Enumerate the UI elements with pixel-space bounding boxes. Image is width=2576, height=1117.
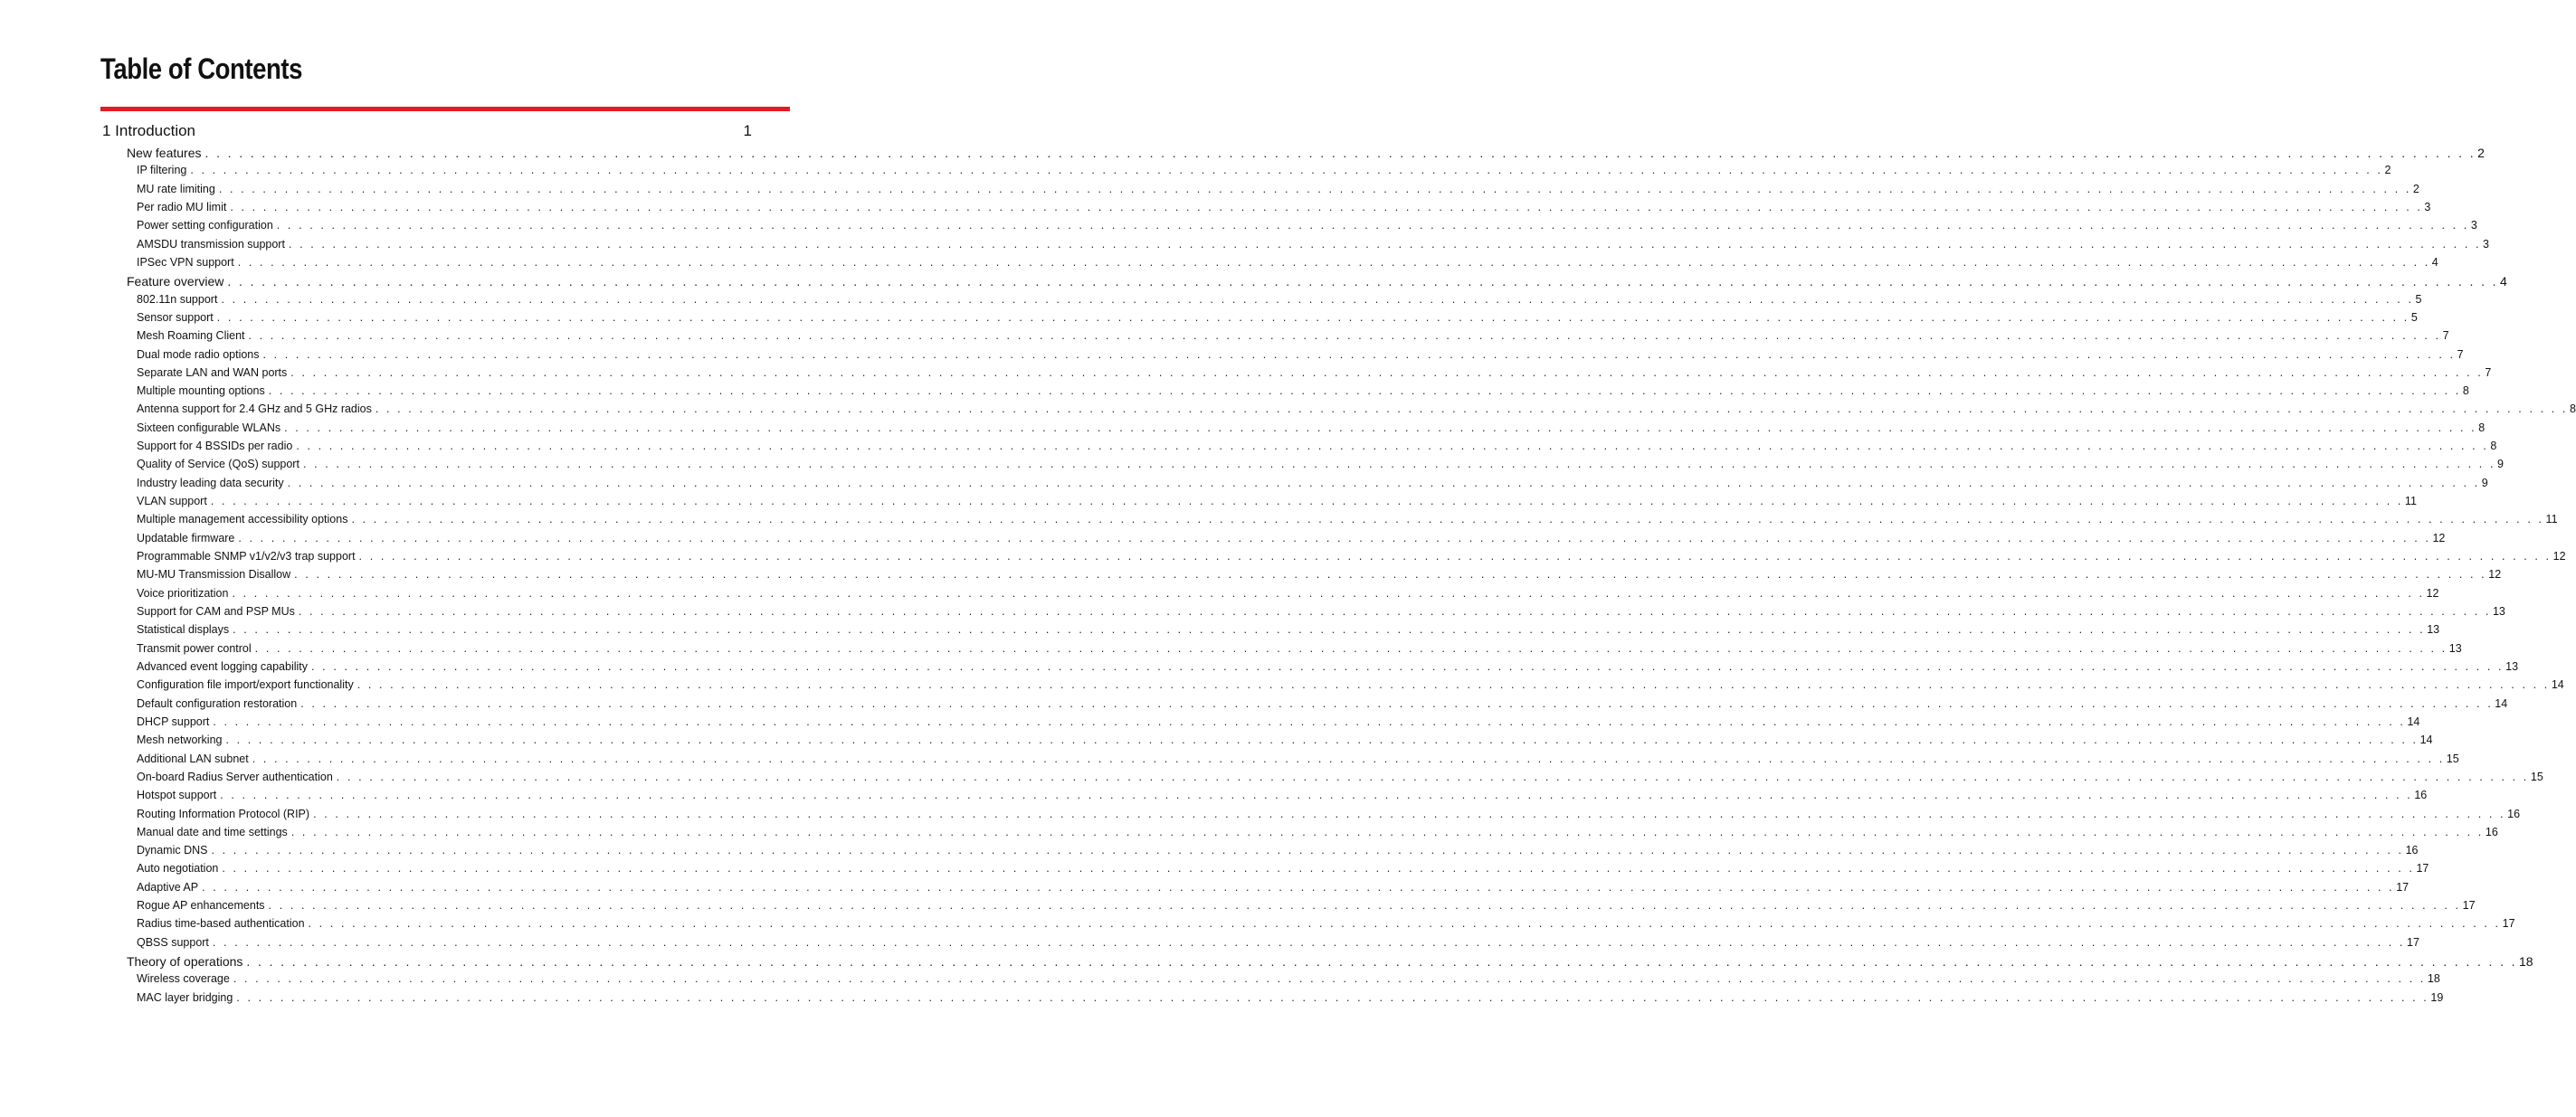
entry-page-number: 12: [2552, 550, 2566, 563]
entry-page-number: 13: [2492, 605, 2505, 618]
entry-label: Dual mode radio options: [137, 347, 260, 361]
toc-subsection-entry[interactable]: [137, 770, 2543, 789]
entry-page-number: 13: [2448, 641, 2462, 655]
dot-leader: . . . . . . . . . . . . . . . . . . . . . . . . . . . . . . . . . . . . . . . . . . . . . . . . . . . . . . . . . . . . . . . . . . . . . . . . . . . . . . . . . . . . . . . . . . . . . . . . . . . . . . . . . . . . . . . . . . . . . . . . . . . . . . . . . . . . . . . . . . . . . . . . . . . . . . . . . . . . . . . . . . . . . . . . . . . . . . . . . . . . . . . . . . . . . . . . . . . . . . . .: [233, 623, 2426, 637]
entry-label: On-board Radius Server authentication: [137, 770, 333, 783]
toc-subsection-entry[interactable]: [137, 972, 2440, 990]
toc-subsection-entry[interactable]: [137, 568, 2502, 586]
entry-label: Routing Information Protocol (RIP): [137, 807, 310, 820]
entry-page-number: 4: [2499, 274, 2507, 289]
dot-leader: . . . . . . . . . . . . . . . . . . . . . . . . . . . . . . . . . . . . . . . . . . . . . . . . . . . . . . . . . . . . . . . . . . . . . . . . . . . . . . . . . . . . . . . . . . . . . . . . . . . . . . . . . . . . . . . . . . . . . . . . . . . . . . . . . . . . . . . . . . . . . . . . . . . . . . . . . . . . . . . . . . . . . . . . . . . . . . . . . . . . . . . . . . . . . . . . . . . . . . . .: [238, 531, 2431, 544]
chapter-label: 1 Introduction: [102, 122, 196, 139]
toc-subsection-entry[interactable]: [137, 990, 2444, 1009]
dot-leader: . . . . . . . . . . . . . . . . . . . . . . . . . . . . . . . . . . . . . . . . . . . . . . . . . . . . . . . . . . . . . . . . . . . . . . . . . . . . . . . . . . . . . . . . . . . . . . . . . . . . . . . . . . . . . . . . . . . . . . . . . . . . . . . . . . . . . . . . . . . . . . . . . . . . . . . . . . . . . . . . . . . . . . . . . . . . . . . . . . . . . . . . . . . . . . . . . . . . . . . .: [288, 237, 2482, 251]
entry-label: Multiple mounting options: [137, 384, 265, 398]
entry-page-number: 8: [2569, 402, 2576, 416]
entry-page-number: 5: [2410, 310, 2418, 324]
dot-leader: . . . . . . . . . . . . . . . . . . . . . . . . . . . . . . . . . . . . . . . . . . . . . . . . . . . . . . . . . . . . . . . . . . . . . . . . . . . . . . . . . . . . . . . . . . . . . . . . . . . . . . . . . . . . . . . . . . . . . . . . . . . . . . . . . . . . . . . . . . . . . . . . . . . . . . . . . . . . . . . . . . . . . . . . . . . . . . . . . . . . . . . . . . . . . . . . . . . . . . . .: [252, 752, 2445, 765]
dot-leader: . . . . . . . . . . . . . . . . . . . . . . . . . . . . . . . . . . . . . . . . . . . . . . . . . . . . . . . . . . . . . . . . . . . . . . . . . . . . . . . . . . . . . . . . . . . . . . . . . . . . . . . . . . . . . . . . . . . . . . . . . . . . . . . . . . . . . . . . . . . . . . . . . . . . . . . . . . . . . . . . . . . . . . . . . . . . . . . . . . . . . . . . . . . . . . . . . . . . . . . .: [287, 476, 2480, 489]
toc-subsection-entry[interactable]: [137, 421, 2486, 440]
entry-label: Advanced event logging capability: [137, 659, 309, 673]
entry-label: New features: [127, 146, 202, 160]
dot-leader: . . . . . . . . . . . . . . . . . . . . . . . . . . . . . . . . . . . . . . . . . . . . . . . . . . . . . . . . . . . . . . . . . . . . . . . . . . . . . . . . . . . . . . . . . . . . . . . . . . . . . . . . . . . . . . . . . . . . . . . . . . . . . . . . . . . . . . . . . . . . . . . . . . . . . . . . . . . . . . . . . . . . . . . . . . . . . . . . . . . . . . . . . . . . . . . . . . . . . . . .: [298, 605, 2491, 618]
entry-page-number: 8: [2490, 440, 2497, 453]
entry-page-number: 9: [2481, 476, 2488, 489]
entry-page-number: 17: [2407, 935, 2419, 949]
entry-label: Adaptive AP: [137, 880, 199, 894]
toc-subsection-entry[interactable]: [137, 292, 2422, 311]
toc-subsection-entry[interactable]: [137, 402, 2576, 421]
dot-leader: . . . . . . . . . . . . . . . . . . . . . . . . . . . . . . . . . . . . . . . . . . . . . . . . . . . . . . . . . . . . . . . . . . . . . . . . . . . . . . . . . . . . . . . . . . . . . . . . . . . . . . . . . . . . . . . . . . . . . . . . . . . . . . . . . . . . . . . . . . . . . . . . . . . . . . . . . . . . . . . . . . . . . . . . . . . . . . . . . . . . . . . . . . . . . . . . . . . . . . . .: [212, 935, 2405, 949]
entry-page-number: 15: [2446, 752, 2459, 765]
dot-leader: . . . . . . . . . . . . . . . . . . . . . . . . . . . . . . . . . . . . . . . . . . . . . . . . . . . . . . . . . . . . . . . . . . . . . . . . . . . . . . . . . . . . . . . . . . . . . . . . . . . . . . . . . . . . . . . . . . . . . . . . . . . . . . . . . . . . . . . . . . . . . . . . . . . . . . . . . . . . . . . . . . . . . . . . . . . . . . . . . . . . . . . . . . . . . . . . . . . . . . . .: [218, 182, 2411, 195]
entry-page-number: 3: [2470, 219, 2477, 232]
toc-subsection-entry[interactable]: [137, 531, 2446, 550]
entry-label: Sensor support: [137, 310, 214, 324]
toc-subsection-entry[interactable]: [137, 789, 2428, 807]
entry-label: Rogue AP enhancements: [137, 899, 265, 913]
toc-subsection-entry[interactable]: [137, 458, 2504, 476]
toc-subsection-entry[interactable]: [137, 440, 2497, 458]
entry-page-number: 2: [2477, 146, 2485, 160]
toc-subsection-entry[interactable]: [137, 844, 2419, 862]
toc-subsection-entry[interactable]: [137, 825, 2498, 844]
dot-leader: . . . . . . . . . . . . . . . . . . . . . . . . . . . . . . . . . . . . . . . . . . . . . . . . . . . . . . . . . . . . . . . . . . . . . . . . . . . . . . . . . . . . . . . . . . . . . . . . . . . . . . . . . . . . . . . . . . . . . . . . . . . . . . . . . . . . . . . . . . . . . . . . . . . . . . . . . . . . . . . . . . . . . . . . . . . . . . . . . . . . . . . . . . . . . . . . . . . . . . . .: [204, 146, 2476, 160]
dot-leader: . . . . . . . . . . . . . . . . . . . . . . . . . . . . . . . . . . . . . . . . . . . . . . . . . . . . . . . . . . . . . . . . . . . . . . . . . . . . . . . . . . . . . . . . . . . . . . . . . . . . . . . . . . . . . . . . . . . . . . . . . . . . . . . . . . . . . . . . . . . . . . . . . . . . . . . . . . . . . . . . . . . . . . . . . . . . . . . . . . . . . . . . . . . . . . . . . . . . . . . .: [311, 659, 2505, 673]
entry-label: Radius time-based authentication: [137, 917, 305, 931]
entry-page-number: 7: [2442, 329, 2449, 343]
dot-leader: . . . . . . . . . . . . . . . . . . . . . . . . . . . . . . . . . . . . . . . . . . . . . . . . . . . . . . . . . . . . . . . . . . . . . . . . . . . . . . . . . . . . . . . . . . . . . . . . . . . . . . . . . . . . . . . . . . . . . . . . . . . . . . . . . . . . . . . . . . . . . . . . . . . . . . . . . . . . . . . . . . . . . . . . . . . . . . . . . . . . . . . . . . . . . . . . . . . . . . . .: [284, 421, 2477, 434]
toc-subsection-entry[interactable]: [137, 752, 2459, 771]
toc-subsection-entry[interactable]: [137, 696, 2508, 715]
toc-subsection-entry[interactable]: [137, 623, 2440, 641]
entry-label: MAC layer bridging: [137, 990, 233, 1004]
entry-page-number: 8: [2478, 421, 2486, 434]
entry-label: Theory of operations: [127, 954, 243, 970]
toc-subsection-entry[interactable]: [137, 476, 2488, 495]
entry-page-number: 17: [2416, 862, 2429, 876]
entry-label: Manual date and time settings: [137, 825, 288, 838]
entry-label: Wireless coverage: [137, 972, 230, 986]
toc-subsection-entry[interactable]: [137, 734, 2433, 752]
dot-leader: . . . . . . . . . . . . . . . . . . . . . . . . . . . . . . . . . . . . . . . . . . . . . . . . . . . . . . . . . . . . . . . . . . . . . . . . . . . . . . . . . . . . . . . . . . . . . . . . . . . . . . . . . . . . . . . . . . . . . . . . . . . . . . . . . . . . . . . . . . . . . . . . . . . . . . . . . . . . . . . . . . . . . . . . . . . . . . . . . . . . . . . . . . . . . . . . . . . . . . . .: [248, 329, 2441, 343]
toc-subsection-entry[interactable]: [137, 219, 2477, 237]
toc-subsection-entry[interactable]: [137, 917, 2515, 935]
entry-label: MU-MU Transmission Disallow: [137, 568, 291, 582]
dot-leader: . . . . . . . . . . . . . . . . . . . . . . . . . . . . . . . . . . . . . . . . . . . . . . . . . . . . . . . . . . . . . . . . . . . . . . . . . . . . . . . . . . . . . . . . . . . . . . . . . . . . . . . . . . . . . . . . . . . . . . . . . . . . . . . . . . . . . . . . . . . . . . . . . . . . . . . . . . . . . . . . . . . . . . . . . . . . . . . . . . . . . . . . . . . . . . . . . . . . . . . .: [210, 495, 2403, 508]
toc-subsection-entry[interactable]: [137, 586, 2439, 605]
entry-label: Voice prioritization: [137, 586, 229, 600]
entry-page-number: 3: [2483, 237, 2489, 251]
entry-page-number: 16: [2507, 807, 2521, 820]
entry-label: Mesh networking: [137, 734, 223, 747]
toc-subsection-entry[interactable]: [137, 384, 2469, 402]
dot-leader: . . . . . . . . . . . . . . . . . . . . . . . . . . . . . . . . . . . . . . . . . . . . . . . . . . . . . . . . . . . . . . . . . . . . . . . . . . . . . . . . . . . . . . . . . . . . . . . . . . . . . . . . . . . . . . . . . . . . . . . . . . . . . . . . . . . . . . . . . . . . . . . . . . . . . . . . . . . . . . . . . . . . . . . . . . . . . . . . . . . . . . . . . . . . . . . . . . . . . . . .: [213, 715, 2406, 728]
dot-leader: . . . . . . . . . . . . . . . . . . . . . . . . . . . . . . . . . . . . . . . . . . . . . . . . . . . . . . . . . . . . . . . . . . . . . . . . . . . . . . . . . . . . . . . . . . . . . . . . . . . . . . . . . . . . . . . . . . . . . . . . . . . . . . . . . . . . . . . . . . . . . . . . . . . . . . . . . . . . . . . . . . . . . . . . . . . . . . . . . . . . . . . . . . . . . . . . . . . . . . . .: [262, 347, 2456, 361]
entry-label: Programmable SNMP v1/v2/v3 trap support: [137, 550, 356, 563]
dot-leader: . . . . . . . . . . . . . . . . . . . . . . . . . . . . . . . . . . . . . . . . . . . . . . . . . . . . . . . . . . . . . . . . . . . . . . . . . . . . . . . . . . . . . . . . . . . . . . . . . . . . . . . . . . . . . . . . . . . . . . . . . . . . . . . . . . . . . . . . . . . . . . . . . . . . . . . . . . . . . . . . . . . . . . . . . . . . . . . . . . . . . . . . . . . . . . . . . . . . . . . .: [221, 292, 2414, 306]
entry-label: MU rate limiting: [137, 182, 215, 195]
entry-page-number: 17: [2396, 880, 2410, 894]
toc-subsection-entry[interactable]: [137, 182, 2419, 201]
dot-leader: . . . . . . . . . . . . . . . . . . . . . . . . . . . . . . . . . . . . . . . . . . . . . . . . . . . . . . . . . . . . . . . . . . . . . . . . . . . . . . . . . . . . . . . . . . . . . . . . . . . . . . . . . . . . . . . . . . . . . . . . . . . . . . . . . . . . . . . . . . . . . . . . . . . . . . . . . . . . . . . . . . . . . . . . . . . . . . . . . . . . . . . . . . . . . . . . . . . . . . . .: [302, 458, 2496, 471]
entry-label: QBSS support: [137, 935, 209, 949]
entry-label: Multiple management accessibility options: [137, 513, 348, 526]
entry-label: Per radio MU limit: [137, 200, 227, 213]
dot-leader: . . . . . . . . . . . . . . . . . . . . . . . . . . . . . . . . . . . . . . . . . . . . . . . . . . . . . . . . . . . . . . . . . . . . . . . . . . . . . . . . . . . . . . . . . . . . . . . . . . . . . . . . . . . . . . . . . . . . . . . . . . . . . . . . . . . . . . . . . . . . . . . . . . . . . . . . . . . . . . . . . . . . . . . . . . . . . . . . . . . . . . . . . . . . . . . . . . . . . . . .: [268, 384, 2461, 398]
toc-subsection-entry[interactable]: [137, 641, 2462, 660]
dot-leader: . . . . . . . . . . . . . . . . . . . . . . . . . . . . . . . . . . . . . . . . . . . . . . . . . . . . . . . . . . . . . . . . . . . . . . . . . . . . . . . . . . . . . . . . . . . . . . . . . . . . . . . . . . . . . . . . . . . . . . . . . . . . . . . . . . . . . . . . . . . . . . . . . . . . . . . . . . . . . . . . . . . . . . . . . . . . . . . . . . . . . . . . . . . . . . . . . . . . . . . .: [237, 255, 2430, 269]
entry-page-number: 13: [2427, 623, 2440, 637]
entry-label: Default configuration restoration: [137, 696, 298, 710]
entry-page-number: 5: [2415, 292, 2422, 306]
dot-leader: . . . . . . . . . . . . . . . . . . . . . . . . . . . . . . . . . . . . . . . . . . . . . . . . . . . . . . . . . . . . . . . . . . . . . . . . . . . . . . . . . . . . . . . . . . . . . . . . . . . . . . . . . . . . . . . . . . . . . . . . . . . . . . . . . . . . . . . . . . . . . . . . . . . . . . . . . . . . . . . . . . . . . . . . . . . . . . . . . . . . . . . . . . . . . . . . . . . . . . . .: [227, 274, 2498, 289]
dot-leader: . . . . . . . . . . . . . . . . . . . . . . . . . . . . . . . . . . . . . . . . . . . . . . . . . . . . . . . . . . . . . . . . . . . . . . . . . . . . . . . . . . . . . . . . . . . . . . . . . . . . . . . . . . . . . . . . . . . . . . . . . . . . . . . . . . . . . . . . . . . . . . . . . . . . . . . . . . . . . . . . . . . . . . . . . . . . . . . . . . . . . . . . . . . . . . . . . . . . . . . .: [268, 899, 2461, 913]
entry-page-number: 17: [2502, 917, 2515, 931]
dot-leader: . . . . . . . . . . . . . . . . . . . . . . . . . . . . . . . . . . . . . . . . . . . . . . . . . . . . . . . . . . . . . . . . . . . . . . . . . . . . . . . . . . . . . . . . . . . . . . . . . . . . . . . . . . . . . . . . . . . . . . . . . . . . . . . . . . . . . . . . . . . . . . . . . . . . . . . . . . . . . . . . . . . . . . . . . . . . . . . . . . . . . . . . . . . . . . . . . . . . . . . .: [202, 880, 2395, 894]
toc-subsection-entry[interactable]: [137, 347, 2464, 366]
entry-label: Sixteen configurable WLANs: [137, 421, 281, 434]
title-divider: [100, 107, 790, 111]
toc-subsection-entry[interactable]: [137, 255, 2438, 274]
entry-label: Statistical displays: [137, 623, 230, 637]
dot-leader: . . . . . . . . . . . . . . . . . . . . . . . . . . . . . . . . . . . . . . . . . . . . . . . . . . . . . . . . . . . . . . . . . . . . . . . . . . . . . . . . . . . . . . . . . . . . . . . . . . . . . . . . . . . . . . . . . . . . . . . . . . . . . . . . . . . . . . . . . . . . . . . . . . . . . . . . . . . . . . . . . . . . . . . . . . . . . . . . . . . . . . . . . . . . . . . . . . . . . . . .: [220, 789, 2413, 802]
dot-leader: . . . . . . . . . . . . . . . . . . . . . . . . . . . . . . . . . . . . . . . . . . . . . . . . . . . . . . . . . . . . . . . . . . . . . . . . . . . . . . . . . . . . . . . . . . . . . . . . . . . . . . . . . . . . . . . . . . . . . . . . . . . . . . . . . . . . . . . . . . . . . . . . . . . . . . . . . . . . . . . . . . . . . . . . . . . . . . . . . . . . . . . . . . . . . . . . . . . . . . . .: [232, 586, 2425, 600]
dot-leader: . . . . . . . . . . . . . . . . . . . . . . . . . . . . . . . . . . . . . . . . . . . . . . . . . . . . . . . . . . . . . . . . . . . . . . . . . . . . . . . . . . . . . . . . . . . . . . . . . . . . . . . . . . . . . . . . . . . . . . . . . . . . . . . . . . . . . . . . . . . . . . . . . . . . . . . . . . . . . . . . . . . . . . . . . . . . . . . . . . . . . . . . . . . . . . . . . . . . . . . .: [308, 917, 2501, 931]
entry-page-number: 11: [2545, 513, 2558, 526]
dot-leader: . . . . . . . . . . . . . . . . . . . . . . . . . . . . . . . . . . . . . . . . . . . . . . . . . . . . . . . . . . . . . . . . . . . . . . . . . . . . . . . . . . . . . . . . . . . . . . . . . . . . . . . . . . . . . . . . . . . . . . . . . . . . . . . . . . . . . . . . . . . . . . . . . . . . . . . . . . . . . . . . . . . . . . . . . . . . . . . . . . . . . . . . . . . . . . . . . . . . . . . .: [356, 678, 2550, 692]
dot-leader: . . . . . . . . . . . . . . . . . . . . . . . . . . . . . . . . . . . . . . . . . . . . . . . . . . . . . . . . . . . . . . . . . . . . . . . . . . . . . . . . . . . . . . . . . . . . . . . . . . . . . . . . . . . . . . . . . . . . . . . . . . . . . . . . . . . . . . . . . . . . . . . . . . . . . . . . . . . . . . . . . . . . . . . . . . . . . . . . . . . . . . . . . . . . . . . . . . . . . . . .: [313, 807, 2506, 820]
dot-leader: . . . . . . . . . . . . . . . . . . . . . . . . . . . . . . . . . . . . . . . . . . . . . . . . . . . . . . . . . . . . . . . . . . . . . . . . . . . . . . . . . . . . . . . . . . . . . . . . . . . . . . . . . . . . . . . . . . . . . . . . . . . . . . . . . . . . . . . . . . . . . . . . . . . . . . . . . . . . . . . . . . . . . . . . . . . . . . . . . . . . . . . . . . . . . . . . . . . . . . . .: [233, 972, 2426, 986]
dot-leader: . . . . . . . . . . . . . . . . . . . . . . . . . . . . . . . . . . . . . . . . . . . . . . . . . . . . . . . . . . . . . . . . . . . . . . . . . . . . . . . . . . . . . . . . . . . . . . . . . . . . . . . . . . . . . . . . . . . . . . . . . . . . . . . . . . . . . . . . . . . . . . . . . . . . . . . . . . . . . . . . . . . . . . . . . . . . . . . . . . . . . . . . . . . . . . . . . . . . . . . .: [211, 844, 2404, 857]
dot-leader: . . . . . . . . . . . . . . . . . . . . . . . . . . . . . . . . . . . . . . . . . . . . . . . . . . . . . . . . . . . . . . . . . . . . . . . . . . . . . . . . . . . . . . . . . . . . . . . . . . . . . . . . . . . . . . . . . . . . . . . . . . . . . . . . . . . . . . . . . . . . . . . . . . . . . . . . . . . . . . . . . . . . . . . . . . . . . . . . . . . . . . . . . . . . . . . . . . . . . . . .: [294, 568, 2487, 582]
entry-page-number: 2: [2412, 182, 2419, 195]
entry-page-number: 8: [2462, 384, 2469, 398]
entry-page-number: 2: [2384, 164, 2391, 177]
entry-page-number: 7: [2485, 365, 2492, 379]
entry-label: Industry leading data security: [137, 476, 284, 489]
toc-subsection-entry[interactable]: [137, 659, 2519, 678]
entry-page-number: 16: [2405, 844, 2419, 857]
entry-label: 802.11n support: [137, 292, 218, 306]
chapter-page-number: 1: [743, 122, 752, 139]
dot-leader: . . . . . . . . . . . . . . . . . . . . . . . . . . . . . . . . . . . . . . . . . . . . . . . . . . . . . . . . . . . . . . . . . . . . . . . . . . . . . . . . . . . . . . . . . . . . . . . . . . . . . . . . . . . . . . . . . . . . . . . . . . . . . . . . . . . . . . . . . . . . . . . . . . . . . . . . . . . . . . . . . . . . . . . . . . . . . . . . . . . . . . . . . . . . . . . . . . . . . . . .: [190, 164, 2383, 177]
toc-subsection-entry[interactable]: [137, 237, 2489, 256]
dot-leader: . . . . . . . . . . . . . . . . . . . . . . . . . . . . . . . . . . . . . . . . . . . . . . . . . . . . . . . . . . . . . . . . . . . . . . . . . . . . . . . . . . . . . . . . . . . . . . . . . . . . . . . . . . . . . . . . . . . . . . . . . . . . . . . . . . . . . . . . . . . . . . . . . . . . . . . . . . . . . . . . . . . . . . . . . . . . . . . . . . . . . . . . . . . . . . . . . . . . . . . .: [336, 770, 2529, 783]
entry-label: DHCP support: [137, 715, 210, 728]
entry-label: Quality of Service (QoS) support: [137, 458, 299, 471]
toc-subsection-entry[interactable]: [137, 862, 2429, 880]
entry-label: Support for CAM and PSP MUs: [137, 605, 295, 618]
dot-leader: . . . . . . . . . . . . . . . . . . . . . . . . . . . . . . . . . . . . . . . . . . . . . . . . . . . . . . . . . . . . . . . . . . . . . . . . . . . . . . . . . . . . . . . . . . . . . . . . . . . . . . . . . . . . . . . . . . . . . . . . . . . . . . . . . . . . . . . . . . . . . . . . . . . . . . . . . . . . . . . . . . . . . . . . . . . . . . . . . . . . . . . . . . . . . . . . . . . . . . . .: [246, 954, 2517, 970]
toc-subsection-entry[interactable]: [137, 310, 2418, 329]
entry-page-number: 7: [2457, 347, 2464, 361]
page-title: Table of Contents: [100, 52, 303, 85]
entry-page-number: 16: [2485, 825, 2498, 838]
toc-subsection-entry[interactable]: [137, 880, 2410, 899]
entry-page-number: 15: [2530, 770, 2543, 783]
toc-subsection-entry[interactable]: [137, 807, 2521, 826]
toc-subsection-entry[interactable]: [137, 365, 2492, 384]
entry-page-number: 12: [2488, 568, 2502, 582]
toc-subsection-entry[interactable]: [137, 495, 2417, 513]
entry-page-number: 14: [2495, 696, 2508, 710]
entry-page-number: 14: [2407, 715, 2420, 728]
entry-page-number: 4: [2431, 255, 2438, 269]
entry-page-number: 18: [2427, 972, 2440, 986]
entry-label: Updatable firmware: [137, 531, 235, 544]
dot-leader: . . . . . . . . . . . . . . . . . . . . . . . . . . . . . . . . . . . . . . . . . . . . . . . . . . . . . . . . . . . . . . . . . . . . . . . . . . . . . . . . . . . . . . . . . . . . . . . . . . . . . . . . . . . . . . . . . . . . . . . . . . . . . . . . . . . . . . . . . . . . . . . . . . . . . . . . . . . . . . . . . . . . . . . . . . . . . . . . . . . . . . . . . . . . . . . . . . . . . . . .: [375, 402, 2568, 416]
dot-leader: . . . . . . . . . . . . . . . . . . . . . . . . . . . . . . . . . . . . . . . . . . . . . . . . . . . . . . . . . . . . . . . . . . . . . . . . . . . . . . . . . . . . . . . . . . . . . . . . . . . . . . . . . . . . . . . . . . . . . . . . . . . . . . . . . . . . . . . . . . . . . . . . . . . . . . . . . . . . . . . . . . . . . . . . . . . . . . . . . . . . . . . . . . . . . . . . . . . . . . . .: [225, 734, 2419, 747]
toc-subsection-entry[interactable]: [137, 715, 2420, 734]
dot-leader: . . . . . . . . . . . . . . . . . . . . . . . . . . . . . . . . . . . . . . . . . . . . . . . . . . . . . . . . . . . . . . . . . . . . . . . . . . . . . . . . . . . . . . . . . . . . . . . . . . . . . . . . . . . . . . . . . . . . . . . . . . . . . . . . . . . . . . . . . . . . . . . . . . . . . . . . . . . . . . . . . . . . . . . . . . . . . . . . . . . . . . . . . . . . . . . . . . . . . . . .: [358, 550, 2552, 563]
toc-subsection-entry[interactable]: [137, 329, 2449, 347]
entry-label: AMSDU transmission support: [137, 237, 285, 251]
entry-label: Transmit power control: [137, 641, 252, 655]
entry-label: IPSec VPN support: [137, 255, 234, 269]
dot-leader: . . . . . . . . . . . . . . . . . . . . . . . . . . . . . . . . . . . . . . . . . . . . . . . . . . . . . . . . . . . . . . . . . . . . . . . . . . . . . . . . . . . . . . . . . . . . . . . . . . . . . . . . . . . . . . . . . . . . . . . . . . . . . . . . . . . . . . . . . . . . . . . . . . . . . . . . . . . . . . . . . . . . . . . . . . . . . . . . . . . . . . . . . . . . . . . . . . . . . . . .: [236, 990, 2429, 1004]
entry-page-number: 12: [2426, 586, 2439, 600]
entry-page-number: 16: [2414, 789, 2428, 802]
dot-leader: . . . . . . . . . . . . . . . . . . . . . . . . . . . . . . . . . . . . . . . . . . . . . . . . . . . . . . . . . . . . . . . . . . . . . . . . . . . . . . . . . . . . . . . . . . . . . . . . . . . . . . . . . . . . . . . . . . . . . . . . . . . . . . . . . . . . . . . . . . . . . . . . . . . . . . . . . . . . . . . . . . . . . . . . . . . . . . . . . . . . . . . . . . . . . . . . . . . . . . . .: [296, 440, 2489, 453]
toc-section-entry[interactable]: [127, 146, 2485, 164]
entry-page-number: 9: [2497, 458, 2504, 471]
entry-page-number: 14: [2551, 678, 2564, 692]
toc-subsection-entry[interactable]: [137, 678, 2564, 696]
entry-page-number: 19: [2430, 990, 2444, 1004]
entry-page-number: 12: [2432, 531, 2446, 544]
entry-label: Configuration file import/export functionality: [137, 678, 354, 692]
dot-leader: . . . . . . . . . . . . . . . . . . . . . . . . . . . . . . . . . . . . . . . . . . . . . . . . . . . . . . . . . . . . . . . . . . . . . . . . . . . . . . . . . . . . . . . . . . . . . . . . . . . . . . . . . . . . . . . . . . . . . . . . . . . . . . . . . . . . . . . . . . . . . . . . . . . . . . . . . . . . . . . . . . . . . . . . . . . . . . . . . . . . . . . . . . . . . . . . . . . . . . . .: [276, 219, 2469, 232]
entry-label: Additional LAN subnet: [137, 752, 249, 765]
dot-leader: . . . . . . . . . . . . . . . . . . . . . . . . . . . . . . . . . . . . . . . . . . . . . . . . . . . . . . . . . . . . . . . . . . . . . . . . . . . . . . . . . . . . . . . . . . . . . . . . . . . . . . . . . . . . . . . . . . . . . . . . . . . . . . . . . . . . . . . . . . . . . . . . . . . . . . . . . . . . . . . . . . . . . . . . . . . . . . . . . . . . . . . . . . . . . . . . . . . . . . . .: [290, 365, 2484, 379]
entry-label: Antenna support for 2.4 GHz and 5 GHz radios: [137, 402, 372, 416]
toc-subsection-entry[interactable]: [137, 164, 2391, 182]
entry-page-number: 18: [2518, 954, 2533, 970]
dot-leader: . . . . . . . . . . . . . . . . . . . . . . . . . . . . . . . . . . . . . . . . . . . . . . . . . . . . . . . . . . . . . . . . . . . . . . . . . . . . . . . . . . . . . . . . . . . . . . . . . . . . . . . . . . . . . . . . . . . . . . . . . . . . . . . . . . . . . . . . . . . . . . . . . . . . . . . . . . . . . . . . . . . . . . . . . . . . . . . . . . . . . . . . . . . . . . . . . . . . . . . .: [290, 825, 2484, 838]
entry-page-number: 11: [2404, 495, 2417, 508]
toc-chapter-introduction[interactable]: [102, 118, 752, 145]
entry-page-number: 14: [2419, 734, 2433, 747]
dot-leader: . . . . . . . . . . . . . . . . . . . . . . . . . . . . . . . . . . . . . . . . . . . . . . . . . . . . . . . . . . . . . . . . . . . . . . . . . . . . . . . . . . . . . . . . . . . . . . . . . . . . . . . . . . . . . . . . . . . . . . . . . . . . . . . . . . . . . . . . . . . . . . . . . . . . . . . . . . . . . . . . . . . . . . . . . . . . . . . . . . . . . . . . . . . . . . . . . . . . . . . .: [351, 513, 2544, 526]
dot-leader: . . . . . . . . . . . . . . . . . . . . . . . . . . . . . . . . . . . . . . . . . . . . . . . . . . . . . . . . . . . . . . . . . . . . . . . . . . . . . . . . . . . . . . . . . . . . . . . . . . . . . . . . . . . . . . . . . . . . . . . . . . . . . . . . . . . . . . . . . . . . . . . . . . . . . . . . . . . . . . . . . . . . . . . . . . . . . . . . . . . . . . . . . . . . . . . . . . . . . . . .: [230, 200, 2423, 213]
dot-leader: . . . . . . . . . . . . . . . . . . . . . . . . . . . . . . . . . . . . . . . . . . . . . . . . . . . . . . . . . . . . . . . . . . . . . . . . . . . . . . . . . . . . . . . . . . . . . . . . . . . . . . . . . . . . . . . . . . . . . . . . . . . . . . . . . . . . . . . . . . . . . . . . . . . . . . . . . . . . . . . . . . . . . . . . . . . . . . . . . . . . . . . . . . . . . . . . . . . . . . . .: [222, 862, 2415, 876]
toc-subsection-entry[interactable]: [137, 935, 2419, 954]
entry-label: Auto negotiation: [137, 862, 219, 876]
toc-subsection-entry[interactable]: [137, 899, 2476, 917]
dot-leader: . . . . . . . . . . . . . . . . . . . . . . . . . . . . . . . . . . . . . . . . . . . . . . . . . . . . . . . . . . . . . . . . . . . . . . . . . . . . . . . . . . . . . . . . . . . . . . . . . . . . . . . . . . . . . . . . . . . . . . . . . . . . . . . . . . . . . . . . . . . . . . . . . . . . . . . . . . . . . . . . . . . . . . . . . . . . . . . . . . . . . . . . . . . . . . . . . . . . . . . .: [300, 696, 2494, 710]
entry-label: Mesh Roaming Client: [137, 329, 245, 343]
toc-subsection-entry[interactable]: [137, 200, 2431, 219]
entry-page-number: 17: [2462, 899, 2476, 913]
entry-label: VLAN support: [137, 495, 207, 508]
toc-subsection-entry[interactable]: [137, 550, 2566, 568]
entry-label: Support for 4 BSSIDs per radio: [137, 440, 293, 453]
entry-label: Separate LAN and WAN ports: [137, 365, 288, 379]
dot-leader: . . . . . . . . . . . . . . . . . . . . . . . . . . . . . . . . . . . . . . . . . . . . . . . . . . . . . . . . . . . . . . . . . . . . . . . . . . . . . . . . . . . . . . . . . . . . . . . . . . . . . . . . . . . . . . . . . . . . . . . . . . . . . . . . . . . . . . . . . . . . . . . . . . . . . . . . . . . . . . . . . . . . . . . . . . . . . . . . . . . . . . . . . . . . . . . . . . . . . . . .: [216, 310, 2410, 324]
toc-section-entry[interactable]: [127, 274, 2507, 292]
entry-label: Dynamic DNS: [137, 844, 208, 857]
entry-label: Hotspot support: [137, 789, 217, 802]
toc-subsection-entry[interactable]: [137, 605, 2505, 623]
entry-page-number: 3: [2424, 200, 2431, 213]
dot-leader: . . . . . . . . . . . . . . . . . . . . . . . . . . . . . . . . . . . . . . . . . . . . . . . . . . . . . . . . . . . . . . . . . . . . . . . . . . . . . . . . . . . . . . . . . . . . . . . . . . . . . . . . . . . . . . . . . . . . . . . . . . . . . . . . . . . . . . . . . . . . . . . . . . . . . . . . . . . . . . . . . . . . . . . . . . . . . . . . . . . . . . . . . . . . . . . . . . . . . . . .: [254, 641, 2448, 655]
entry-page-number: 13: [2505, 659, 2519, 673]
toc-subsection-entry[interactable]: [137, 513, 2558, 531]
entry-label: Feature overview: [127, 274, 224, 289]
entry-label: Power setting configuration: [137, 219, 273, 232]
toc-section-entry[interactable]: [127, 954, 2533, 972]
entry-label: IP filtering: [137, 164, 187, 177]
